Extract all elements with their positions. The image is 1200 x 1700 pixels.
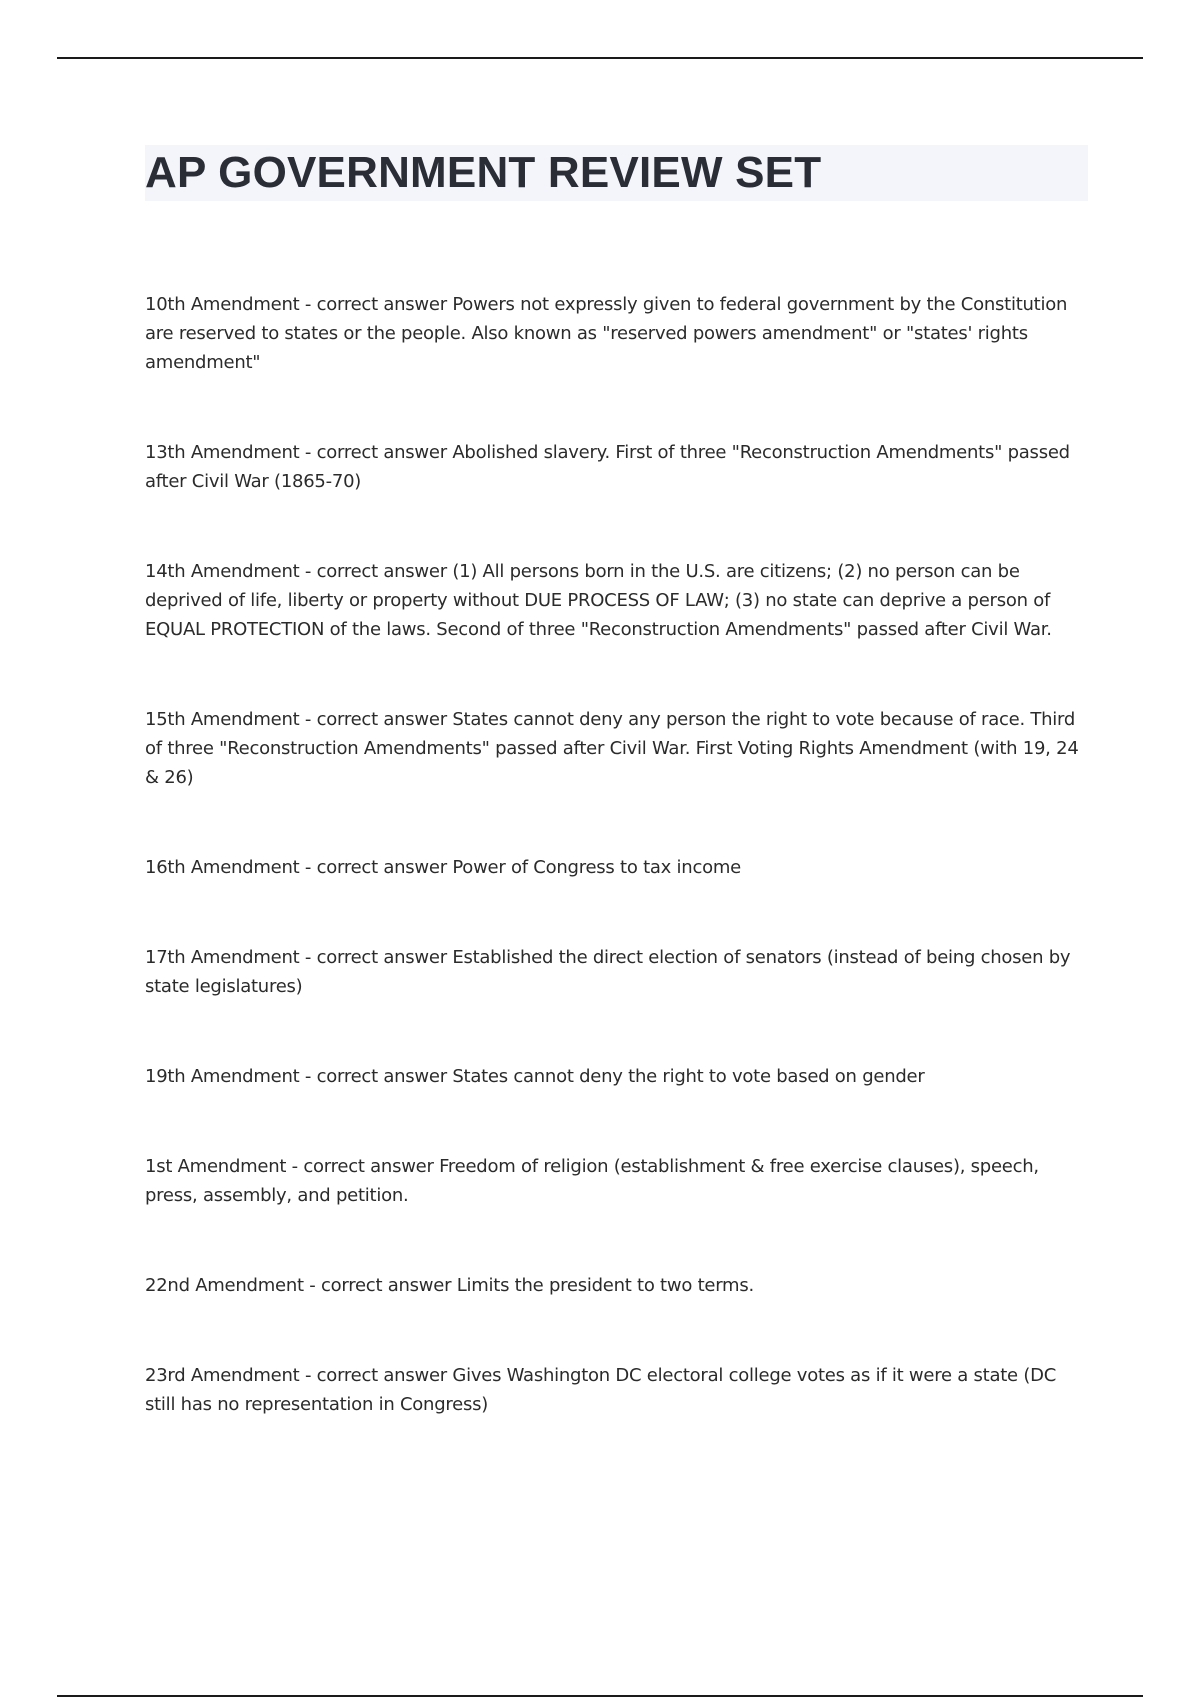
- entry-14th-amendment: 14th Amendment - correct answer (1) All persons born in the U.S. are citizens; (2) no person can be deprived of life, liberty or property without DUE PROCESS OF LAW; (3) no state can deprive a person of EQUAL PROTECTION of the laws. Second of three "Reconstruction Amendments" passed after Civil War.: [145, 561, 1052, 640]
- footer-rule: [57, 1695, 1143, 1697]
- entry-23rd-amendment: 23rd Amendment - correct answer Gives Washington DC electoral college votes as if it were a state (DC still has no representation in Congress): [145, 1365, 1057, 1415]
- page-title: AP GOVERNMENT REVIEW SET: [145, 148, 822, 197]
- entry-13th-amendment: 13th Amendment - correct answer Abolished slavery. First of three "Reconstruction Amendments" passed after Civil War (1865-70): [145, 442, 1070, 492]
- entry-1st-amendment: 1st Amendment - correct answer Freedom of religion (establishment & free exercise clauses), speech, press, assembly, and petition.: [145, 1156, 1039, 1206]
- entry-16th-amendment: 16th Amendment - correct answer Power of Congress to tax income: [145, 857, 741, 878]
- entry-15th-amendment: 15th Amendment - correct answer States cannot deny any person the right to vote because of race. Third of three "Reconstruction Amendments" passed after Civil War. First Voting Rights Amendment (with 19, 24 & 26): [145, 709, 1079, 788]
- entry-17th-amendment: 17th Amendment - correct answer Established the direct election of senators (instead of being chosen by state legislatures): [145, 947, 1071, 997]
- entry-22nd-amendment: 22nd Amendment - correct answer Limits the president to two terms.: [145, 1275, 754, 1296]
- entry-10th-amendment: 10th Amendment - correct answer Powers not expressly given to federal government by the Constitution are reserved to states or the people. Also known as "reserved powers amendment" or "states' rights amendment": [145, 294, 1068, 373]
- header-rule: [57, 57, 1143, 59]
- entry-list: [145, 290, 1090, 1480]
- entry-19th-amendment: 19th Amendment - correct answer States cannot deny the right to vote based on gender: [145, 1066, 925, 1087]
